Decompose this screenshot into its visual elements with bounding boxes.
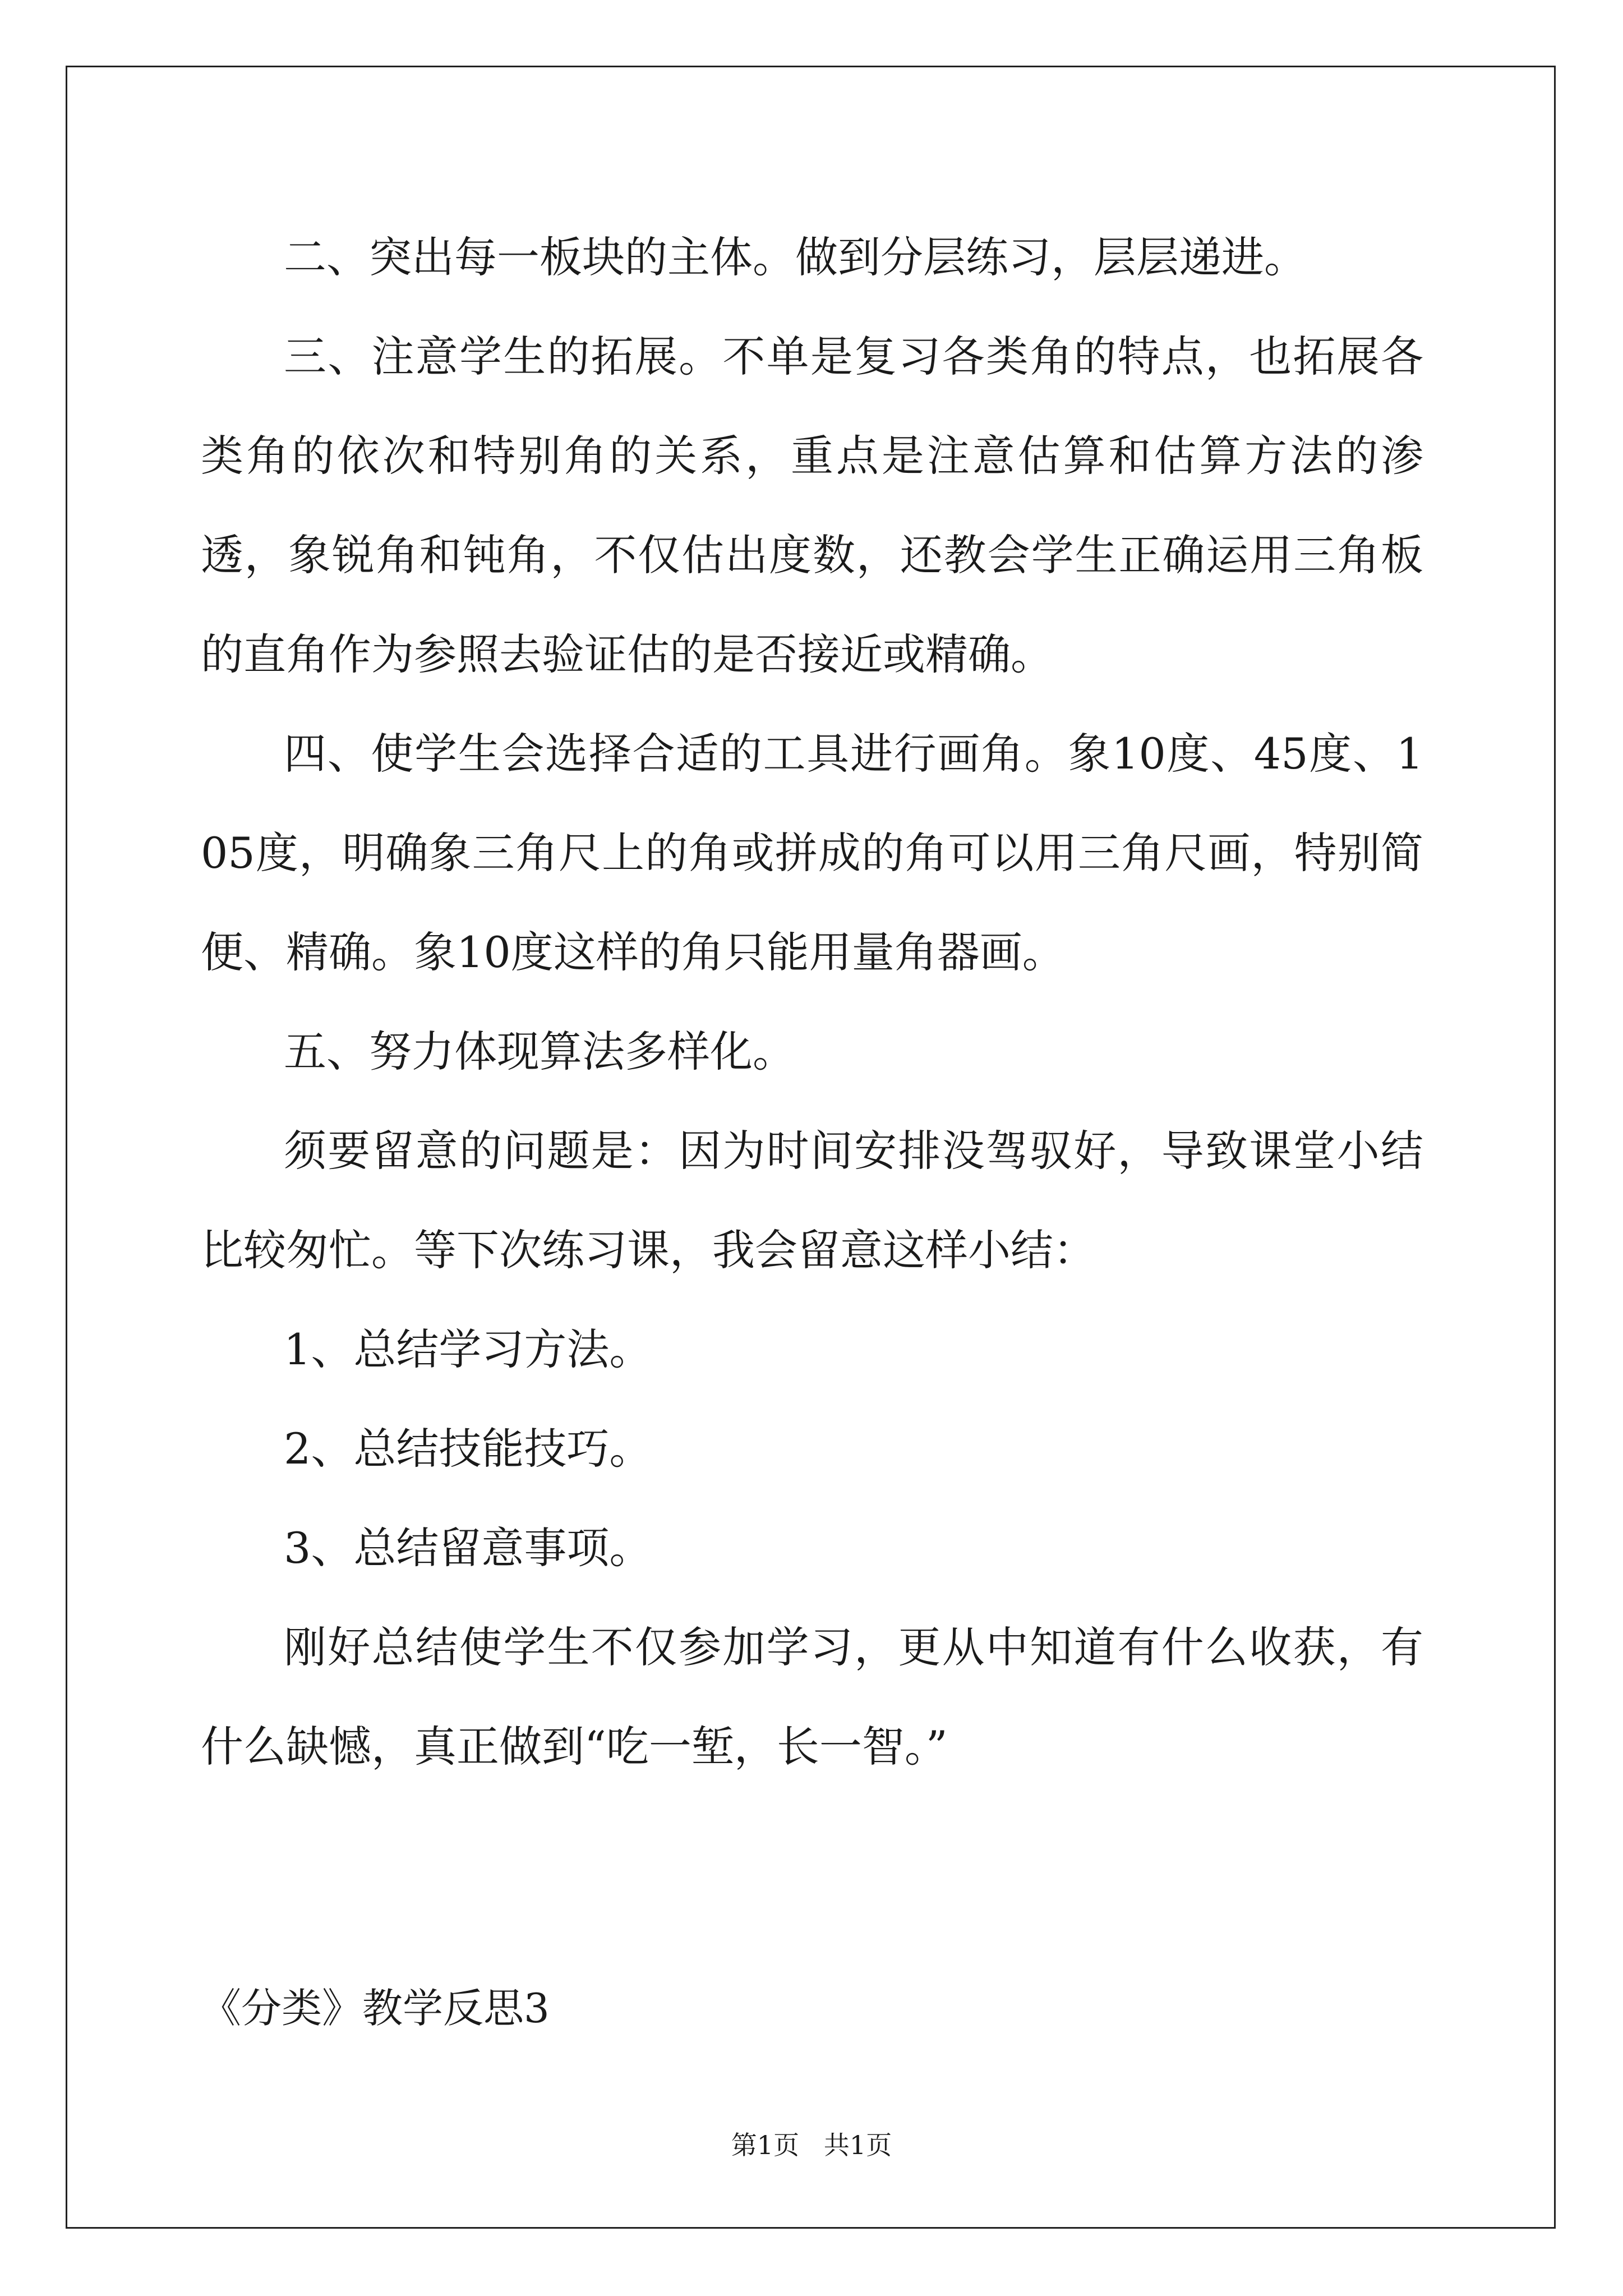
document-body bbox=[201, 208, 1423, 1796]
paragraph-issues: 须要留意的问题是：因为时间安排没驾驭好，导致课堂小结比较匆忙。等下次练习课，我会留意这样小结： bbox=[201, 1126, 1423, 1275]
paragraph-5: 五、努力体现算法多样化。 bbox=[284, 1027, 795, 1076]
paragraph-2: 二、突出每一板块的主体。做到分层练习，层层递进。 bbox=[284, 232, 1307, 282]
section-heading: 《分类》教学反思3 bbox=[201, 1985, 550, 2032]
paragraph-3: 三、注意学生的拓展。不单是复习各类角的特点，也拓展各类角的依次和特别角的关系，重点是注意估算和估算方法的渗透，象锐角和钝角，不仅估出度数，还教会学生正确运用三角板的直角作为参照去验证估的是否接近或精确。 bbox=[201, 332, 1423, 679]
page-footer: 第1页 共1页 bbox=[731, 2130, 892, 2160]
list-item-3: 3、总结留意事项。 bbox=[284, 1523, 652, 1573]
paragraph-4: 四、使学生会选择合适的工具进行画角。象10度、45度、105度，明确象三角尺上的角或拼成的角可以用三角尺画，特别简便、精确。象10度这样的角只能用量角器画。 bbox=[201, 729, 1423, 977]
paragraph-conclusion: 刚好总结使学生不仅参加学习，更从中知道有什么收获，有什么缺憾，真正做到“吃一堑，长一智。” bbox=[201, 1622, 1423, 1772]
list-item-1: 1、总结学习方法。 bbox=[284, 1324, 652, 1374]
list-item-2: 2、总结技能技巧。 bbox=[284, 1424, 652, 1474]
